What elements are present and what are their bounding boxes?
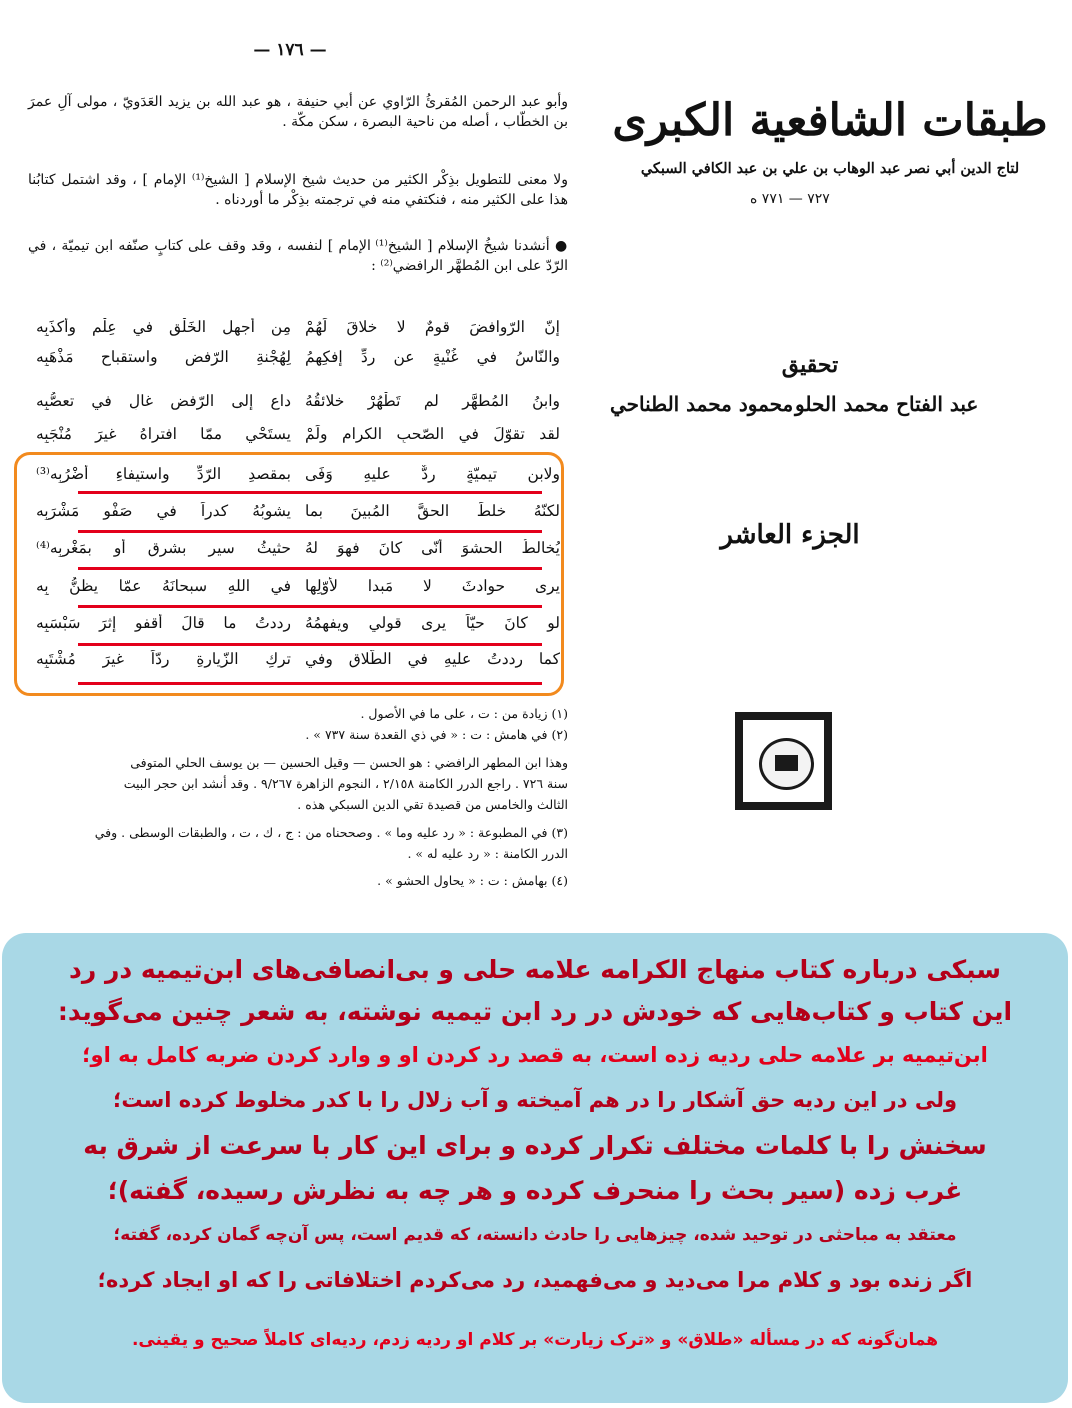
verse-7 — [28, 539, 568, 569]
tahqiq-label: تحقيق — [781, 352, 839, 378]
footnote: (٢) في هامش : ت : « في ذي القعدة سنة ٧٣٧ » . — [305, 727, 568, 742]
footnote: الثالث والخامس من قصيدة تقي الدين السبكي هذه . — [297, 797, 568, 812]
book-icon — [775, 755, 798, 771]
paragraph-poem-intro: ● أنشدنا شيخُ الإسلام [ الشيخ⁽¹⁾ الإمام ] لنفسه ، وقد وقف على كتابٍ صنّفه ابن تيميّة ، في الرّدّ على ابن المُطهَّر الرافضي⁽²⁾ : — [28, 238, 568, 274]
page-number: — ١٧٦ — — [253, 40, 327, 60]
book-author: لتاج الدين أبي نصر عبد الوهاب بن علي بن عبد الكافي السبكي — [640, 159, 1020, 177]
verse-hemistich: يرى حوادثَ لا مَبدا لأوّلِها — [305, 577, 560, 595]
translation-verse-line: ولی در این ردیه حق آشکار را در هم آمیخته و آب زلال را با کدر مخلوط کرده است؛ — [112, 1088, 958, 1112]
red-underline — [78, 643, 542, 646]
verse-hemistich: رددتُ ما قالَ أقفو إثرَ سَبْسَبِه — [36, 614, 291, 632]
translation-intro-line: سبکی درباره کتاب منهاج الکرامه علامه حلی و بی‌انصافی‌های ابن‌تیمیه در رد — [69, 955, 1001, 984]
verse-hemistich: في اللهِ سبحانَهُ عمّا يظنُّ بِه — [36, 577, 291, 595]
verse-hemistich: لِهُجْنةِ الرّفضِ واستقباحِ مَذْهَبِه — [36, 348, 291, 366]
editor-name-2: محمود محمد الطناحي — [610, 392, 794, 416]
verse-hemistich: وابنُ المُطهَّرِ لم تَطْهُرْ خلائقُهُ — [305, 392, 560, 410]
book-title-block — [600, 95, 1060, 207]
footnote: (٤) بهامش : ت : « يحاول الحشو » . — [377, 873, 568, 888]
translation-verse-line: اگر زنده بود و کلام مرا می‌دید و می‌فهمید، رد می‌کردم اختلافاتی را که او ایجاد کرده؛ — [97, 1268, 973, 1292]
footnote: سنة ٧٢٦ . راجع الدرر الكامنة ٢/١٥٨ ، النجوم الزاهرة ٩/٢٦٧ . وقد أنشد ابن حجر البيت — [123, 776, 568, 791]
verse-hemistich: كما رددتُ عليهِ في الطّلاقِ وفي — [305, 650, 560, 668]
footnote: (١) زيادة من : ت ، على ما في الأصول . — [360, 706, 568, 721]
verse-1 — [28, 318, 568, 348]
book-title: طبقات الشافعية الكبرى — [612, 95, 1048, 146]
red-underline — [78, 491, 542, 494]
verse-3 — [28, 392, 568, 422]
red-underline — [78, 605, 542, 608]
verse-hemistich: لو كانَ حيّاً يرى قولي ويفهمُهُ — [305, 614, 560, 632]
publisher-seal-logo — [735, 712, 832, 810]
footnote: وهذا ابن المطهر الرافضي : هو الحسن — وقيل الحسين — بن يوسف الحلي المتوفى — [130, 755, 568, 770]
verse-hemistich: لكنّهُ خلطَ الحقَّ المُبينَ بما — [305, 502, 560, 520]
footnote: (٣) في المطبوعة : « رد عليه وما » . وصححناه من : ج ، ك ، ت ، والطبقات الوسطى . وفي — [94, 825, 568, 840]
verse-hemistich: لقد تقوّلَ في الصّحبِ الكرامِ ولَمْ — [305, 425, 560, 443]
author-dates: ٧٢٧ — ٧٧١ ه — [750, 190, 830, 207]
paragraph-narrator: وأبو عبد الرحمن المُقرئُ الرّاوي عن أبي حنيفة ، هو عبد الله بن يزيد العَدَويّ ، مولى آلِ عمرَ بن الخطّاب ، أصله من ناحية البصرة ، سكن مكّة . — [28, 94, 568, 130]
translation-intro-line: این کتاب و کتاب‌هایی که خودش در رد ابن تیمیه نوشته، به شعر چنین می‌گوید: — [57, 997, 1013, 1026]
verse-hemistich: يشوبُهُ كدراً في صَفْوِ مَشْرَبِه — [36, 502, 291, 520]
red-underline — [78, 682, 542, 685]
translation-verse-line: همان‌گونه که در مسأله «طلاق» و «ترک زیارت» بر کلام او ردیه زدم، ردیه‌ای کاملاً صحیح و یقینی. — [131, 1330, 939, 1350]
translation-verse-line: سخنش را با کلمات مختلف تکرار کرده و برای این کار با سرعت از شرق به — [83, 1131, 987, 1160]
verse-8 — [28, 577, 568, 607]
verse-hemistich: حثيثُ سيرٍ بشرقٍ أو بمَغْرِبِه⁽⁴⁾ — [36, 539, 291, 557]
verse-hemistich: يستَحْيِ ممّا افتراهُ غيرَ مُنْجَبِه — [36, 425, 291, 443]
verse-hemistich: ولابنِ تيميّةٍ ردٌّ عليهِ وَفَى — [305, 465, 560, 483]
paragraph-brevity: ولا معنى للتطويل بذِكْر الكثير من حديث شيخ الإسلام [ الشيخ⁽¹⁾ الإمام ] ، وقد اشتمل كتابُنا هذا على الكثير منه ، فنكتفي منه في ترجمته بذِكْر ما أوردناه . — [28, 172, 568, 208]
translation-verse-line: معتقد به مباحثی در توحید شده، چیزهایی را حادث دانسته، که قدیم است، پس آن‌چه گمان کرده، گفته؛ — [113, 1225, 957, 1245]
persian-translation-panel — [2, 933, 1068, 1403]
translation-verse-line: ابن‌تیمیه بر علامه حلی ردیه زده است، به قصد رد کردن او و وارد کردن ضربه کامل به او؛ — [82, 1043, 988, 1067]
volume-label: الجزء العاشر — [720, 520, 860, 550]
verse-hemistich: بمقصدِ الرّدِّ واستيفاءِ أضْرُبِه⁽³⁾ — [36, 465, 291, 483]
verse-hemistich: إنّ الرّوافضَ قومٌ لا خلاقَ لَهُمْ — [305, 318, 560, 336]
verse-hemistich: تركِ الزّيارةِ ردّاً غيرَ مُشْتَبِه — [36, 650, 291, 668]
verse-2 — [28, 348, 568, 378]
verse-hemistich: والنّاسُ في غُنْيةٍ عن ردِّ إفكِهِمُ — [305, 348, 560, 366]
verse-9 — [28, 614, 568, 644]
verse-hemistich: يُخالطُ الحشوَ أنّى كانَ فهوَ لهُ — [305, 539, 560, 557]
editor-name-1: عبد الفتاح محمد الحلو — [795, 392, 979, 416]
verse-hemistich: داعٍ إلى الرّفضِ غالٍ في تعصُّبِه — [36, 392, 291, 410]
verse-6 — [28, 502, 568, 532]
verse-10 — [28, 650, 568, 680]
verse-hemistich: مِن أجهلِ الخَلْقِ في عِلْمٍ وأكذَبِه — [36, 318, 291, 336]
translation-verse-line: غرب زده (سیر بحث را منحرف کرده و هر چه به نظرش رسیده، گفته)؛ — [107, 1176, 963, 1205]
red-underline — [78, 567, 542, 570]
verse-4 — [28, 425, 568, 455]
red-underline — [78, 530, 542, 533]
footnote: الدرر الكامنة : « رد عليه له » . — [407, 846, 568, 861]
